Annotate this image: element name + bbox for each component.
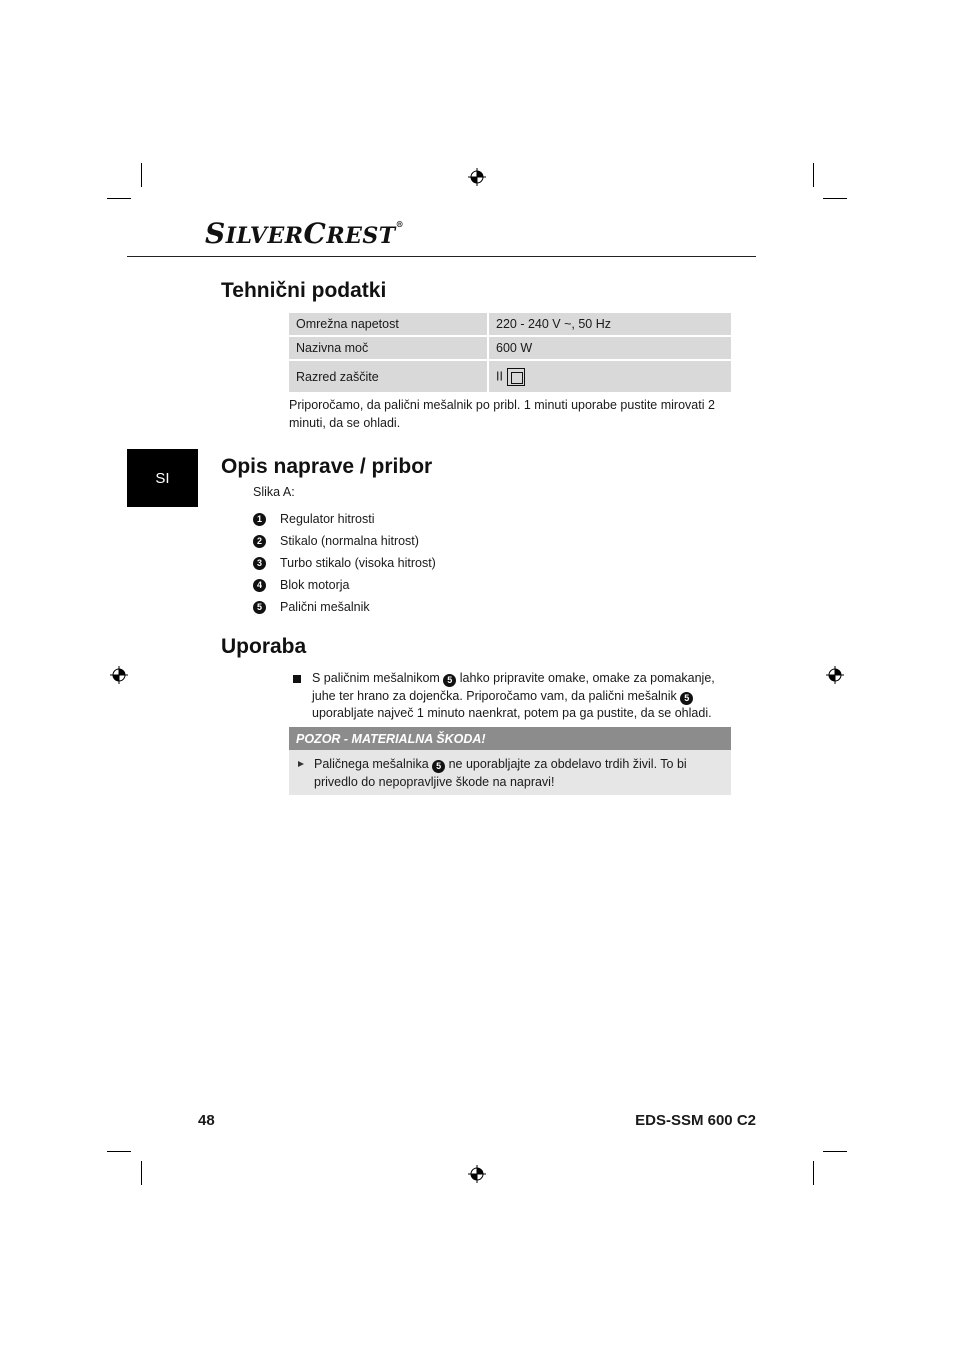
logo-letter: C bbox=[303, 217, 327, 250]
number-badge: 4 bbox=[253, 579, 266, 592]
figure-label: Slika A: bbox=[253, 485, 295, 499]
spec-key: Omrežna napetost bbox=[289, 313, 489, 335]
part-label: Regulator hitrosti bbox=[280, 512, 375, 526]
number-badge: 2 bbox=[253, 535, 266, 548]
model-number: EDS-SSM 600 C2 bbox=[635, 1112, 756, 1129]
table-row bbox=[289, 313, 731, 335]
text-span: ne uporabljajte za obdelavo trdih živil. To bi privedlo do nepopravljive škode na napravi! bbox=[314, 757, 687, 789]
spec-value: II bbox=[496, 368, 503, 383]
brand-logo bbox=[205, 217, 405, 250]
text-span: uporabljate največ 1 minuto naenkrat, potem pa ga pustite, da se ohladi. bbox=[312, 706, 712, 720]
logo-letter: S bbox=[205, 217, 226, 250]
part-label: Blok motorja bbox=[280, 578, 350, 592]
registration-mark-icon bbox=[826, 666, 844, 684]
logo-text: REST bbox=[326, 223, 396, 249]
crop-mark bbox=[823, 198, 847, 199]
part-label: Stikalo (normalna hitrost) bbox=[280, 534, 419, 548]
warning-text bbox=[314, 756, 724, 789]
spec-key: Razred zaščite bbox=[289, 361, 489, 392]
crop-mark bbox=[823, 1151, 847, 1152]
spec-note: Priporočamo, da palični mešalnik po pribl. 1 minuti uporabe pustite mirovati 2 minuti, da se ohladi. bbox=[289, 398, 715, 430]
list-item bbox=[253, 508, 436, 530]
spec-value: 220 - 240 V ~, 50 Hz bbox=[489, 313, 731, 335]
table-row bbox=[289, 361, 731, 392]
arrow-bullet-icon bbox=[298, 761, 304, 767]
registration-mark-icon bbox=[110, 666, 128, 684]
section-title-usage: Uporaba bbox=[221, 635, 307, 658]
warning-box bbox=[289, 727, 731, 795]
page-number: 48 bbox=[198, 1112, 215, 1129]
section-title-tech: Tehnični podatki bbox=[221, 279, 387, 302]
header-rule bbox=[127, 256, 756, 257]
spec-table bbox=[289, 311, 731, 394]
protection-class-ii-icon bbox=[507, 368, 525, 386]
crop-mark bbox=[107, 198, 131, 199]
parts-list bbox=[253, 508, 436, 618]
square-bullet-icon bbox=[293, 675, 301, 683]
text-span: Paličnega mešalnika bbox=[314, 757, 433, 771]
logo-text: ILVER bbox=[225, 223, 304, 249]
registration-mark-icon bbox=[468, 1165, 486, 1183]
section-title-description: Opis naprave / pribor bbox=[221, 455, 433, 478]
list-item bbox=[253, 552, 436, 574]
crop-mark bbox=[107, 1151, 131, 1152]
spec-key: Nazivna moč bbox=[289, 337, 489, 359]
list-item bbox=[253, 530, 436, 552]
warning-body bbox=[289, 750, 731, 795]
list-item bbox=[253, 574, 436, 596]
number-badge: 1 bbox=[253, 513, 266, 526]
number-badge: 5 bbox=[443, 674, 456, 687]
crop-mark bbox=[141, 163, 142, 187]
number-badge: 3 bbox=[253, 557, 266, 570]
part-label: Palični mešalnik bbox=[280, 600, 370, 614]
number-badge: 5 bbox=[680, 692, 693, 705]
crop-mark bbox=[813, 163, 814, 187]
list-item bbox=[253, 596, 436, 618]
spec-value-cell bbox=[489, 361, 731, 392]
text-span: lahko pripravite omake, omake za pomakanje, juhe ter hrano za dojenčka. Priporočamo vam, da palični mešalnik bbox=[312, 671, 715, 703]
warning-title: POZOR - MATERIALNA ŠKODA! bbox=[289, 727, 731, 750]
usage-text bbox=[312, 670, 733, 723]
usage-bullet bbox=[293, 670, 733, 723]
language-tab: SI bbox=[127, 449, 198, 507]
part-label: Turbo stikalo (visoka hitrost) bbox=[280, 556, 436, 570]
crop-mark bbox=[141, 1161, 142, 1185]
table-row bbox=[289, 337, 731, 359]
number-badge: 5 bbox=[253, 601, 266, 614]
registered-mark: ® bbox=[395, 219, 405, 229]
text-span: S paličnim mešalnikom bbox=[312, 671, 444, 685]
crop-mark bbox=[813, 1161, 814, 1185]
number-badge: 5 bbox=[432, 760, 445, 773]
spec-value: 600 W bbox=[489, 337, 731, 359]
registration-mark-icon bbox=[468, 168, 486, 186]
